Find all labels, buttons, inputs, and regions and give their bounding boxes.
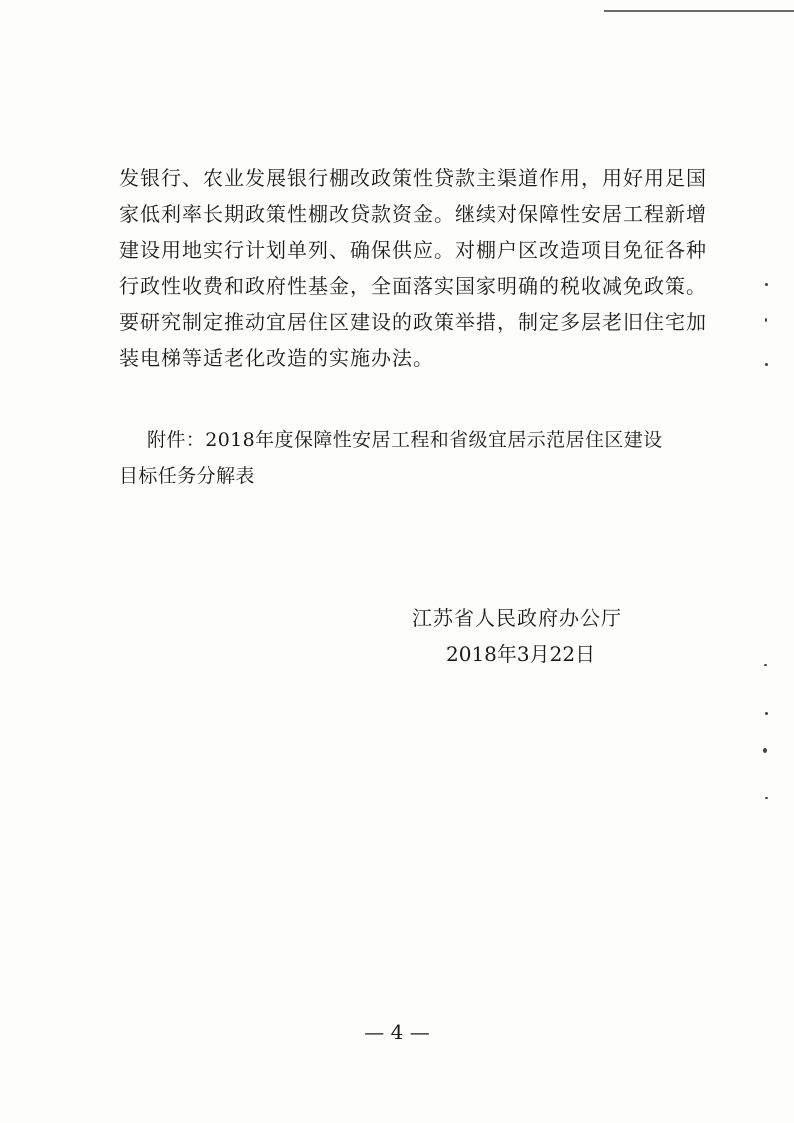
body-line: 要研究制定推动宜居住区建设的政策举措，制定多层老旧住宅加 <box>119 310 707 334</box>
signature-block <box>412 600 622 672</box>
scan-speck <box>764 664 767 666</box>
body-line: 家低利率长期政策性棚改贷款资金。继续对保障性安居工程新增 <box>119 202 707 226</box>
attachment-note <box>119 422 679 494</box>
body-line: 建设用地实行计划单列、确保供应。对棚户区改造项目免征各种 <box>119 238 707 262</box>
body-line: 装电梯等适老化改造的实施办法。 <box>119 346 434 370</box>
scan-speck <box>763 748 767 753</box>
scan-speck <box>765 363 768 366</box>
scan-speck <box>765 318 767 322</box>
attachment-line: 目标任务分解表 <box>119 465 255 487</box>
body-paragraph <box>119 160 707 376</box>
scan-speck <box>765 283 768 286</box>
page-number: — 4 — <box>364 1020 430 1044</box>
issue-date: 2018年3月22日 <box>446 642 596 666</box>
scan-edge-line <box>604 10 794 12</box>
issuer-name: 江苏省人民政府办公厅 <box>412 606 622 630</box>
scan-speck <box>765 797 768 799</box>
attachment-line: 附件：2018年度保障性安居工程和省级宜居示范居住区建设 <box>147 429 663 451</box>
body-line: 发银行、农业发展银行棚改政策性贷款主渠道作用，用好用足国 <box>119 166 707 190</box>
body-line: 行政性收费和政府性基金，全面落实国家明确的税收减免政策。 <box>119 274 707 298</box>
scan-speck <box>765 712 768 715</box>
